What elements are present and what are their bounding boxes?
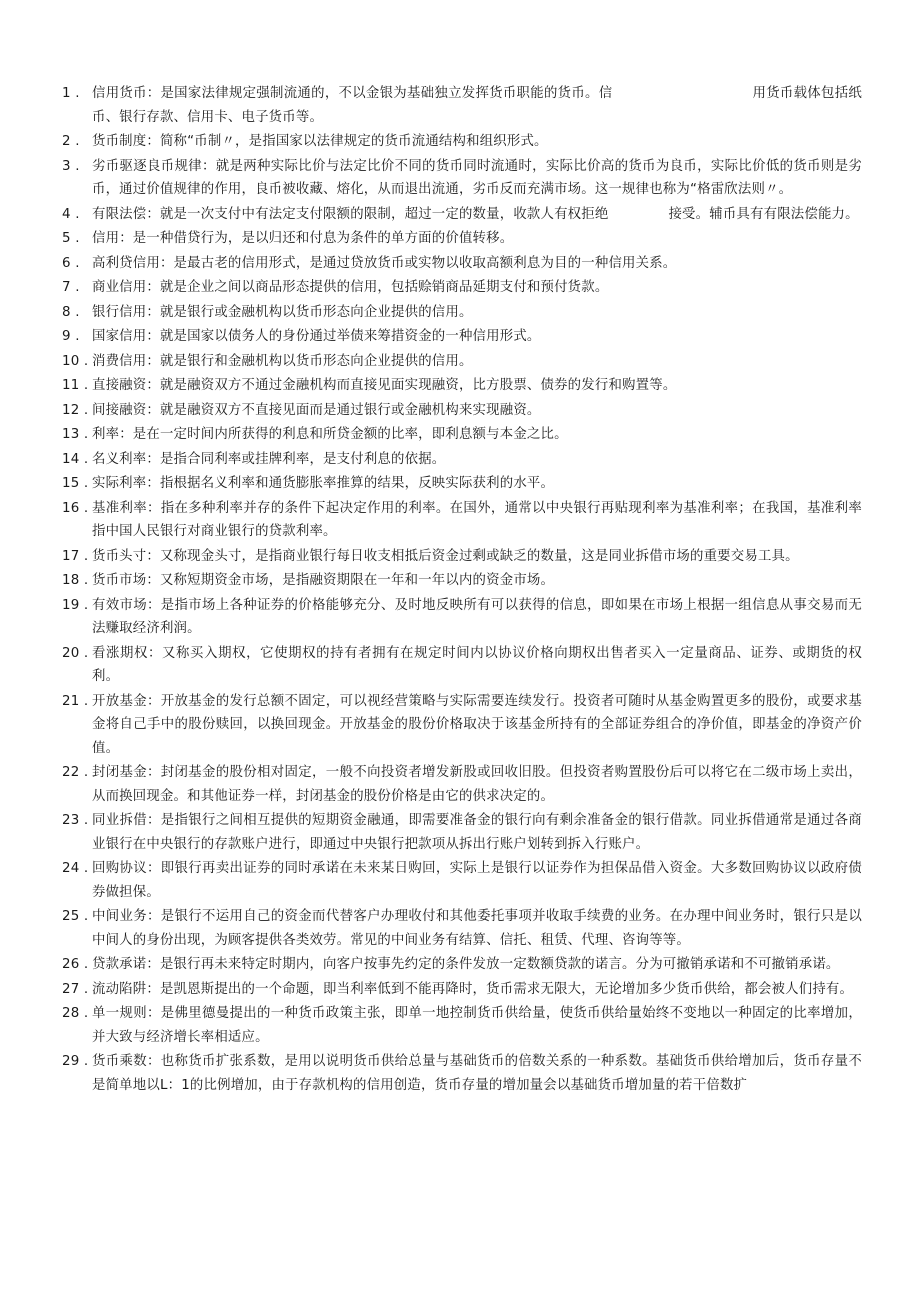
list-item: 12 . 间接融资：就是融资双方不直接见面而是通过银行或金融机构来实现融资。 — [62, 399, 862, 423]
item-definition: 是银行不运用自己的资金而代替客户办理收付和其他委托事项并收取手续费的业务。在办理中间业务时，银行只是以中间人的身份出现，为顾客提供各类效劳。常见的中间业务有结算、信托、租赁、代理、咨询等等。 — [92, 909, 862, 948]
item-definition: 又称买入期权，它使期权的持有者拥有在规定时间内以协议价格向期权出售者买入一定量商品、证券、或期货的权利。 — [92, 645, 862, 684]
list-item: 28 . 单一规则：是佛里德曼提出的一种货币政策主张，即单一地控制货币供给量，使货币供给量始终不变地以一种固定的比率增加，并大致与经济增长率相适应。 — [62, 1002, 862, 1049]
item-definition: 开放基金的发行总额不固定，可以视经营策略与实际需要连续发行。投资者可随时从基金购置更多的股份，或要求基金将自己手中的股份赎回，以换回现金。开放基金的股份价格取决于该基金所持有的全部证券组合的净价值，即基金的净资产价值。 — [92, 693, 862, 756]
item-definition: 是国家法律规定强制流通的，不以金银为基础独立发挥货币职能的货币。信 — [160, 86, 613, 101]
item-term: 信用货币 — [92, 86, 147, 101]
item-number: 6 . — [62, 255, 80, 271]
list-item: 15 . 实际利率：指根据名义利率和通货膨胀率推算的结果，反映实际获利的水平。 — [62, 472, 862, 496]
list-item: 2 . 货币制度：简称“币制〃，是指国家以法律规定的货币流通结构和组织形式。 — [62, 130, 862, 154]
item-number: 22 . — [62, 765, 89, 780]
item-definition: 是最古老的信用形式，是通过贷放货币或实物以收取高额利息为目的一种信用关系。 — [173, 255, 677, 271]
item-definition: 封闭基金的股份相对固定，一般不向投资者增发新股或回收旧股。但投资者购置股份后可以将它在二级市场上卖出，从而换回现金。和其他证券一样，封闭基金的股份价格是由它的供求决定的。 — [92, 765, 862, 804]
list-item: 9 . 国家信用：就是国家以债务人的身份通过举债来筹措资金的一种信用形式。 — [62, 325, 862, 349]
item-term: 间接融资 — [92, 402, 147, 418]
item-definition: 是在一定时间内所获得的利息和所贷金额的比率，即利息额与本金之比。 — [132, 427, 568, 442]
list-item: 13 . 利率：是在一定时间内所获得的利息和所贷金额的比率，即利息额与本金之比。 — [62, 423, 862, 447]
list-item: 21 . 开放基金：开放基金的发行总额不固定，可以视经营策略与实际需要连续发行。投资者可随时从基金购置更多的股份，或要求基金将自己手中的股份赎回，以换回现金。开放基金的股份价格取决于该基金所持有的全部证券组合的净价值，即基金的净资产价值。 — [62, 690, 862, 761]
list-item: 10 . 消费信用：就是银行和金融机构以货币形态向企业提供的信用。 — [62, 350, 862, 374]
item-term: 国家信用 — [92, 329, 147, 344]
item-term: 有效市场 — [92, 597, 148, 613]
list-item: 8 . 银行信用：就是银行或金融机构以货币形态向企业提供的信用。 — [62, 301, 862, 325]
item-definition: 就是融资双方不直接见面而是通过银行或金融机构来实现融资。 — [159, 402, 541, 418]
item-number: 21 . — [62, 693, 89, 709]
list-item: 27 . 流动陷阱：是凯恩斯提出的一个命题，即当利率低到不能再降时，货币需求无限大，无论增加多少货币供给，都会被人们持有。 — [62, 978, 862, 1002]
item-term: 货币市场 — [92, 573, 147, 588]
item-term: 看涨期权 — [92, 645, 149, 661]
item-term: 名义利率 — [92, 451, 147, 467]
item-definition: 指根据名义利率和通货膨胀率推算的结果，反映实际获利的水平。 — [159, 476, 555, 491]
list-item: 16 . 基准利率：指在多种利率并存的条件下起决定作用的利率。在国外，通常以中央银行再贴现利率为基准利率；在我国，基准利率指中国人民银行对商业银行的贷款利率。 — [62, 497, 862, 544]
item-term: 信用 — [92, 231, 120, 246]
item-number: 28 . — [62, 1006, 89, 1021]
item-term: 商业信用 — [92, 280, 147, 295]
item-number: 11 . — [62, 378, 89, 393]
item-number: 29 . — [62, 1054, 89, 1069]
item-number: 12 . — [62, 402, 89, 418]
item-term: 开放基金 — [92, 693, 148, 709]
item-definition: 是指市场上各种证券的价格能够充分、及时地反映所有可以获得的信息，即如果在市场上根据一组信息从事交易而无法赚取经济利润。 — [92, 597, 862, 636]
item-number: 9 . — [62, 329, 80, 344]
item-definition: 简称“币制〃，是指国家以法律规定的货币流通结构和组织形式。 — [159, 134, 548, 149]
item-definition-cont: 用货币载体包括纸币、银行存款、信用卡、电子货币等。 — [92, 86, 862, 125]
item-number: 24 . — [62, 861, 89, 876]
item-definition: 是指合同利率或挂牌利率，是支付利息的依据。 — [159, 451, 446, 467]
item-definition: 就是国家以债务人的身份通过举债来筹措资金的一种信用形式。 — [159, 329, 541, 344]
item-definition: 是凯恩斯提出的一个命题，即当利率低到不能再降时，货币需求无限大，无论增加多少货币供给，都会被人们持有。 — [159, 981, 854, 997]
item-term: 回购协议 — [92, 861, 148, 876]
list-item: 26 . 贷款承诺：是银行再未来特定时期内，向客户按事先约定的条件发放一定数额贷款的诺言。分为可撤销承诺和不可撤销承诺。 — [62, 953, 862, 977]
list-item: 3 . 劣币驱逐良币规律：就是两种实际比价与法定比价不同的货币同时流通时，实际比价高的货币为良币，实际比价低的货币则是劣币，通过价值规律的作用，良币被收藏、熔化，从而退出流通，劣币反而充满市场。这一规律也称为“格雷欣法则〃。 — [62, 155, 862, 202]
item-number: 14 . — [62, 451, 89, 467]
item-term: 流动陷阱 — [92, 981, 147, 997]
item-definition: 即银行再卖出证券的同时承诺在未来某日购回，实际上是银行以证券作为担保品借入资金。大多数回购协议以政府债券做担保。 — [92, 861, 862, 900]
item-number: 17 . — [62, 548, 89, 564]
list-item: 4 . 有限法偿：就是一次支付中有法定支付限额的限制，超过一定的数量，收款人有权拒绝 接受。辅币具有有限法偿能力。 — [62, 203, 862, 227]
definition-list — [62, 82, 862, 1098]
item-definition: 就是银行或金融机构以货币形态向企业提供的信用。 — [159, 304, 473, 320]
item-term: 中间业务 — [92, 909, 148, 924]
item-definition: 就是一次支付中有法定支付限额的限制，超过一定的数量，收款人有权拒绝 — [159, 206, 609, 222]
item-number: 16 . — [62, 500, 89, 516]
list-item: 18 . 货币市场：又称短期资金市场，是指融资期限在一年和一年以内的资金市场。 — [62, 569, 862, 593]
list-item: 11 . 直接融资：就是融资双方不通过金融机构而直接见面实现融资，比方股票、债券的发行和购置等。 — [62, 374, 862, 398]
list-item: 6 . 高利贷信用：是最古老的信用形式，是通过贷放货币或实物以收取高额利息为目的一种信用关系。 — [62, 252, 862, 276]
item-term: 利率 — [92, 427, 120, 442]
item-definition: 指在多种利率并存的条件下起决定作用的利率。在国外，通常以中央银行再贴现利率为基准利率；在我国，基准利率指中国人民银行对商业银行的贷款利率。 — [92, 500, 862, 539]
list-item: 1 . 信用货币：是国家法律规定强制流通的，不以金银为基础独立发挥货币职能的货币。信 用货币载体包括纸币、银行存款、信用卡、电子货币等。 — [62, 82, 862, 129]
item-term: 货币头寸 — [92, 548, 147, 564]
item-definition: 又称短期资金市场，是指融资期限在一年和一年以内的资金市场。 — [159, 573, 555, 588]
item-number: 18 . — [62, 573, 89, 588]
item-number: 10 . — [62, 353, 89, 369]
list-item: 29 . 货币乘数：也称货币扩张系数，是用以说明货币供给总量与基础货币的倍数关系的一种系数。基础货币供给增加后，货币存量不是简单地以L：1的比例增加，由于存款机构的信用创造，货币存量的增加量会以基础货币增加量的若干倍数扩 — [62, 1050, 862, 1097]
item-term: 劣币驱逐良币规律 — [92, 158, 203, 174]
list-item: 17 . 货币头寸：又称现金头寸，是指商业银行每日收支相抵后资金过剩或缺乏的数量，这是同业拆借市场的重要交易工具。 — [62, 545, 862, 569]
item-term: 同业拆借 — [92, 813, 148, 828]
item-definition: 就是企业之间以商品形态提供的信用，包括赊销商品延期支付和预付货款。 — [159, 280, 609, 295]
item-number: 25 . — [62, 909, 89, 924]
list-item: 24 . 回购协议：即银行再卖出证券的同时承诺在未来某日购回，实际上是银行以证券作为担保品借入资金。大多数回购协议以政府债券做担保。 — [62, 857, 862, 904]
item-term: 消费信用 — [92, 353, 147, 369]
list-item: 7 . 商业信用：就是企业之间以商品形态提供的信用，包括赊销商品延期支付和预付货款。 — [62, 276, 862, 300]
item-term: 单一规则 — [92, 1006, 148, 1021]
list-item: 14 . 名义利率：是指合同利率或挂牌利率，是支付利息的依据。 — [62, 448, 862, 472]
item-term: 贷款承诺 — [92, 957, 147, 972]
list-item: 22 . 封闭基金：封闭基金的股份相对固定，一般不向投资者增发新股或回收旧股。但投资者购置股份后可以将它在二级市场上卖出，从而换回现金。和其他证券一样，封闭基金的股份价格是由它的供求决定的。 — [62, 761, 862, 808]
item-number: 2 . — [62, 134, 80, 149]
item-term: 直接融资 — [92, 378, 147, 393]
item-term: 高利贷信用 — [92, 255, 160, 271]
item-number: 15 . — [62, 476, 89, 491]
item-number: 1 . — [62, 86, 80, 101]
list-item: 23 . 同业拆借：是指银行之间相互提供的短期资金融通，即需要准备金的银行向有剩余准备金的银行借款。同业拆借通常是通过各商业银行在中央银行的存款账户进行，即通过中央银行把款项从拆出行账户划转到拆入行账户。 — [62, 809, 862, 856]
item-number: 4 . — [62, 206, 80, 222]
item-term: 货币乘数 — [92, 1054, 148, 1069]
item-number: 23 . — [62, 813, 89, 828]
item-number: 20 . — [62, 645, 89, 661]
item-number: 13 . — [62, 427, 89, 442]
item-definition-cont: 接受。辅币具有有限法偿能力。 — [668, 206, 859, 222]
item-number: 19 . — [62, 597, 89, 613]
list-item: 19 . 有效市场：是指市场上各种证券的价格能够充分、及时地反映所有可以获得的信息，即如果在市场上根据一组信息从事交易而无法赚取经济利润。 — [62, 594, 862, 641]
list-item: 5 . 信用：是一种借贷行为，是以归还和付息为条件的单方面的价值转移。 — [62, 227, 862, 251]
item-definition: 就是银行和金融机构以货币形态向企业提供的信用。 — [159, 353, 473, 369]
item-term: 基准利率 — [92, 500, 148, 516]
item-term: 封闭基金 — [92, 765, 148, 780]
item-definition: 又称现金头寸，是指商业银行每日收支相抵后资金过剩或缺乏的数量，这是同业拆借市场的重要交易工具。 — [159, 548, 799, 564]
list-item: 25 . 中间业务：是银行不运用自己的资金而代替客户办理收付和其他委托事项并收取手续费的业务。在办理中间业务时，银行只是以中间人的身份出现，为顾客提供各类效劳。常见的中间业务有结算、信托、租赁、代理、咨询等等。 — [62, 905, 862, 952]
item-term: 实际利率 — [92, 476, 147, 491]
item-definition: 是佛里德曼提出的一种货币政策主张，即单一地控制货币供给量，使货币供给量始终不变地以一种固定的比率增加，并大致与经济增长率相适应。 — [92, 1006, 862, 1045]
item-definition: 就是两种实际比价与法定比价不同的货币同时流通时，实际比价高的货币为良币，实际比价低的货币则是劣币，通过价值规律的作用，良币被收藏、熔化，从而退出流通，劣币反而充满市场。这一规律也称为“格雷欣法则〃。 — [92, 158, 863, 197]
list-item: 20 . 看涨期权：又称买入期权，它使期权的持有者拥有在规定时间内以协议价格向期权出售者买入一定量商品、证券、或期货的权利。 — [62, 642, 862, 689]
item-definition: 是一种借贷行为，是以归还和付息为条件的单方面的价值转移。 — [132, 231, 514, 246]
item-number: 27 . — [62, 981, 89, 997]
item-definition: 也称货币扩张系数，是用以说明货币供给总量与基础货币的倍数关系的一种系数。基础货币供给增加后，货币存量不是简单地以L：1的比例增加，由于存款机构的信用创造，货币存量的增加量会以基础货币增加量的若干倍数扩 — [92, 1054, 862, 1093]
item-number: 7 . — [62, 280, 80, 295]
item-number: 8 . — [62, 304, 80, 320]
item-number: 3 . — [62, 158, 80, 174]
item-definition: 是指银行之间相互提供的短期资金融通，即需要准备金的银行向有剩余准备金的银行借款。同业拆借通常是通过各商业银行在中央银行的存款账户进行，即通过中央银行把款项从拆出行账户划转到拆入行账户。 — [92, 813, 862, 852]
item-term: 银行信用 — [92, 304, 147, 320]
item-definition: 就是融资双方不通过金融机构而直接见面实现融资，比方股票、债券的发行和购置等。 — [159, 378, 677, 393]
item-term: 货币制度 — [92, 134, 147, 149]
item-term: 有限法偿 — [92, 206, 147, 222]
item-number: 5 . — [62, 231, 80, 246]
item-definition: 是银行再未来特定时期内，向客户按事先约定的条件发放一定数额贷款的诺言。分为可撤销承诺和不可撤销承诺。 — [159, 957, 840, 972]
item-number: 26 . — [62, 957, 89, 972]
